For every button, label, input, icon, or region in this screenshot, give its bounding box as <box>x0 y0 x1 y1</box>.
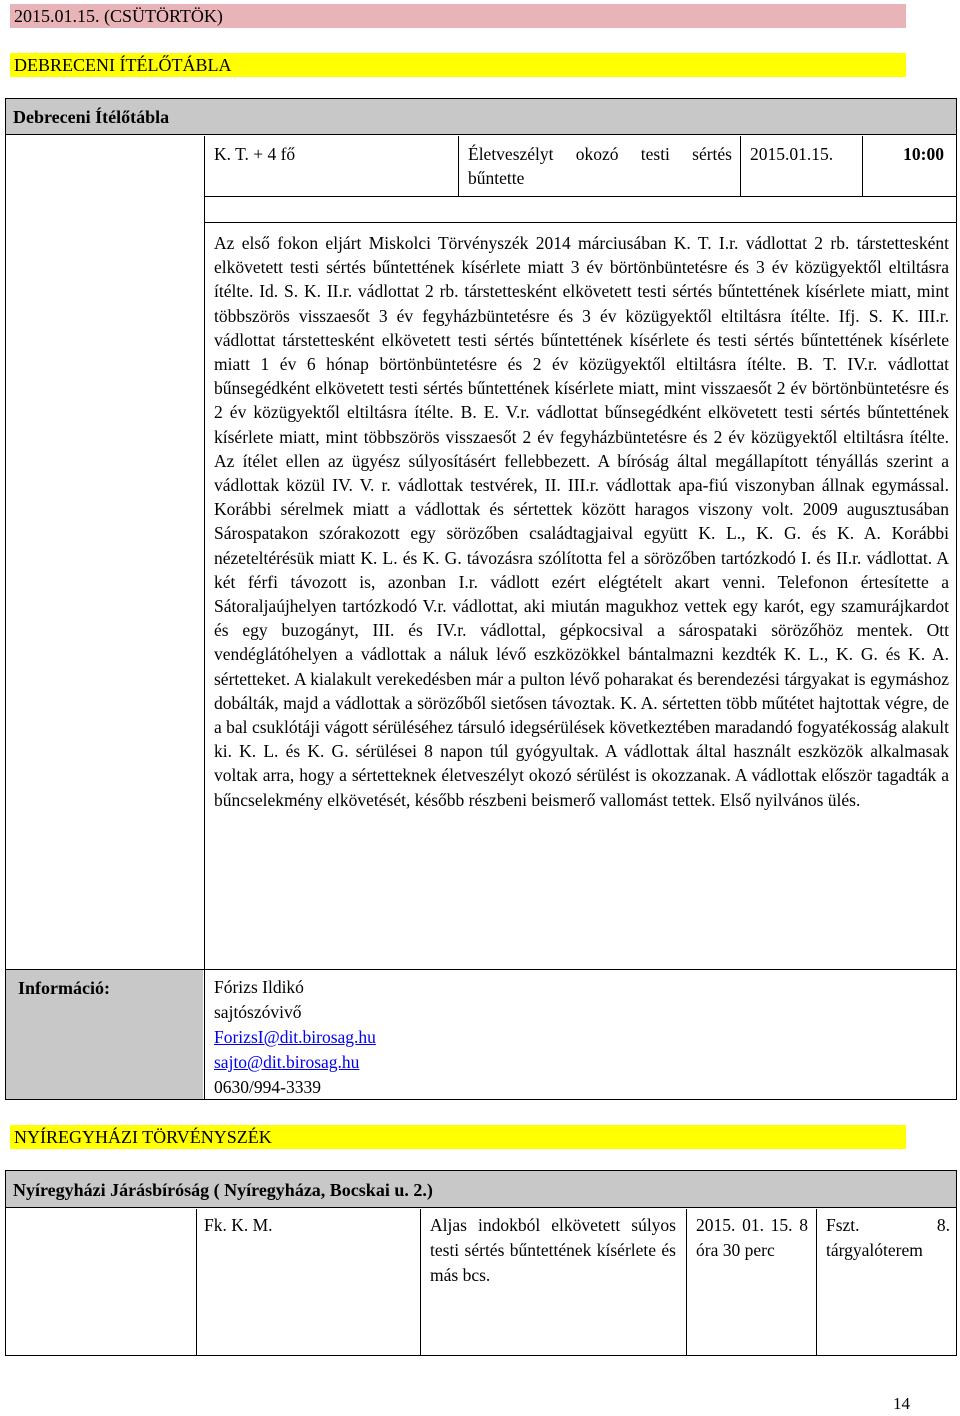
date-cell: 2015.01.15. <box>750 144 834 164</box>
location-cell-2: Fszt. 8. tárgyalóterem <box>826 1215 950 1260</box>
defendants-cell: K. T. + 4 fő <box>214 144 296 164</box>
datetime-cell-2: 2015. 01. 15. 8 óra 30 perc <box>696 1215 808 1260</box>
column-divider <box>196 1209 197 1355</box>
defendants-cell-2: Fk. K. M. <box>204 1215 273 1235</box>
row-divider <box>205 196 957 197</box>
column-divider <box>862 136 863 196</box>
charge-cell: Életveszélyt okozó testi sértés bűntette <box>468 144 732 188</box>
contact-name: Fórizs Ildikó <box>214 977 304 997</box>
column-divider <box>816 1209 817 1355</box>
column-divider <box>420 1209 421 1355</box>
court-heading-debrecen: DEBRECENI ÍTÉLŐTÁBLA <box>10 53 906 77</box>
page-number: 14 <box>893 1394 910 1413</box>
court-heading-nyiregyhaza: NYÍREGYHÁZI TÖRVÉNYSZÉK <box>10 1125 906 1149</box>
case-description: Az első fokon eljárt Miskolci Törvényszék 2014 márciusában K. T. I.r. vádlottat 2 rb. társtettesként elkövetett testi sértés bűntettének kísérlete miatt 3 év börtönbüntetésre és 3 év közügyektől eltiltásra ítélte. Id. S. K. II.r. vádlottat 2 rb. társtettesként elkövetett testi sértés bűntettének kísérlete miatt, mint többszörös visszaesőt 3 év fegyházbüntetésre és 3 év közügyektől eltiltásra ítélte. Ifj. S. K. III.r. vádlottat társtettesként elkövetett testi sértés bűntettének kísérlete és testi sértés bűntettének kísérlete miatt 1 év 6 hónap börtönbüntetésre és 2 év közügyektől eltiltásra ítélte. B. T. IV.r. vádlottat bűnsegédként elkövetett testi sértés bűntettének kísérlete miatt, mint visszaesőt 2 év börtönbüntetésre és 2 év közügyektől eltiltásra ítélte. B. E. V.r. vádlottat bűnsegédként elkövetett testi sértés bűntettének kísérlete miatt, mint többszörös visszaesőt 2 év fegyházbüntetésre és 2 év közügyektől eltiltásra ítélte. Az ítélet ellen az ügyész súlyosításért fellebbezett. A bíróság által megállapított tényállás szerint a vádlottak közül IV. V. r. vádlottak testvérek, II. III.r. vádlottak apa-fiú viszonyban állnak egymással. Korábbi sérelmek miatt a vádlottak és sértettek között haragos viszony volt. 2009 augusztusában Sárospatakon szórakozott egy sörözőben családtagjaival együtt K. L., K. G. és K. A. Korábbi nézeteltérésük miatt K. L. és K. G. távozásra szólította fel a sörözőben tartózkodó I. és II.r. vádlottat. A két férfi távozott is, azonban I.r. vádlott ezért elégtételt akart venni. Telefonon értesítette a Sátoraljaújhelyen tartózkodó V.r. vádlottat, aki miután magukhoz vettek egy karót, egy szamurájkardot és egy buzogányt, III. és IV.r. vádlottal, gépkocsival a sárospataki sörözőhöz mentek. Ott vendéglátóhelyen a vádlottak a náluk lévő eszközökkel bántalmazni kezdték K. L., K. G. és K. A. sértetteket. A kialakult verekedésben már a pulton lévő poharakat és berendezési tárgyakat is egymáshoz dobálták, majd a vádlottak a sörözőből sietősen távoztak. K. A. sértetten több műtétet hajtottak végre, de a bal csuklótáji vágott sérüléséhez társuló idegsérülések következtében maradandó fogyatékosság alakult ki. K. L. és K. G. sérülései 8 napon túl gyógyultak. A vádlottak által használt eszközök alkalmasak voltak arra, hogy a sértetteknek életveszélyt okozó sérülést is okozzanak. A vádlottak először tagadták a bűncselekmény elkövetését, később részbeni beismerő vallomást tettek. Első nyilvános ülés. <box>214 233 949 810</box>
contact-phone: 0630/994-3339 <box>214 1077 321 1097</box>
press-email-link[interactable]: sajto@dit.birosag.hu <box>214 1052 360 1072</box>
court-name-header-2: Nyíregyházi Járásbíróság ( Nyíregyháza, Bocskai u. 2.) <box>6 1171 956 1208</box>
column-divider <box>204 136 205 1099</box>
row-divider <box>205 222 957 223</box>
column-divider <box>686 1209 687 1355</box>
contact-role: sajtószóvivő <box>214 1002 302 1022</box>
charge-cell-2: Aljas indokból elkövetett súlyos testi sértés bűntettének kísérlete és más bcs. <box>430 1215 676 1285</box>
time-cell: 10:00 <box>903 144 944 164</box>
contact-block <box>214 975 949 1100</box>
column-divider <box>458 136 459 196</box>
date-heading: 2015.01.15. (CSÜTÖRTÖK) <box>10 4 906 28</box>
info-label: Információ: <box>6 970 203 1099</box>
contact-email-link[interactable]: ForizsI@dit.birosag.hu <box>214 1027 376 1047</box>
court-name-header: Debreceni Ítélőtábla <box>6 99 956 135</box>
column-divider <box>740 136 741 196</box>
